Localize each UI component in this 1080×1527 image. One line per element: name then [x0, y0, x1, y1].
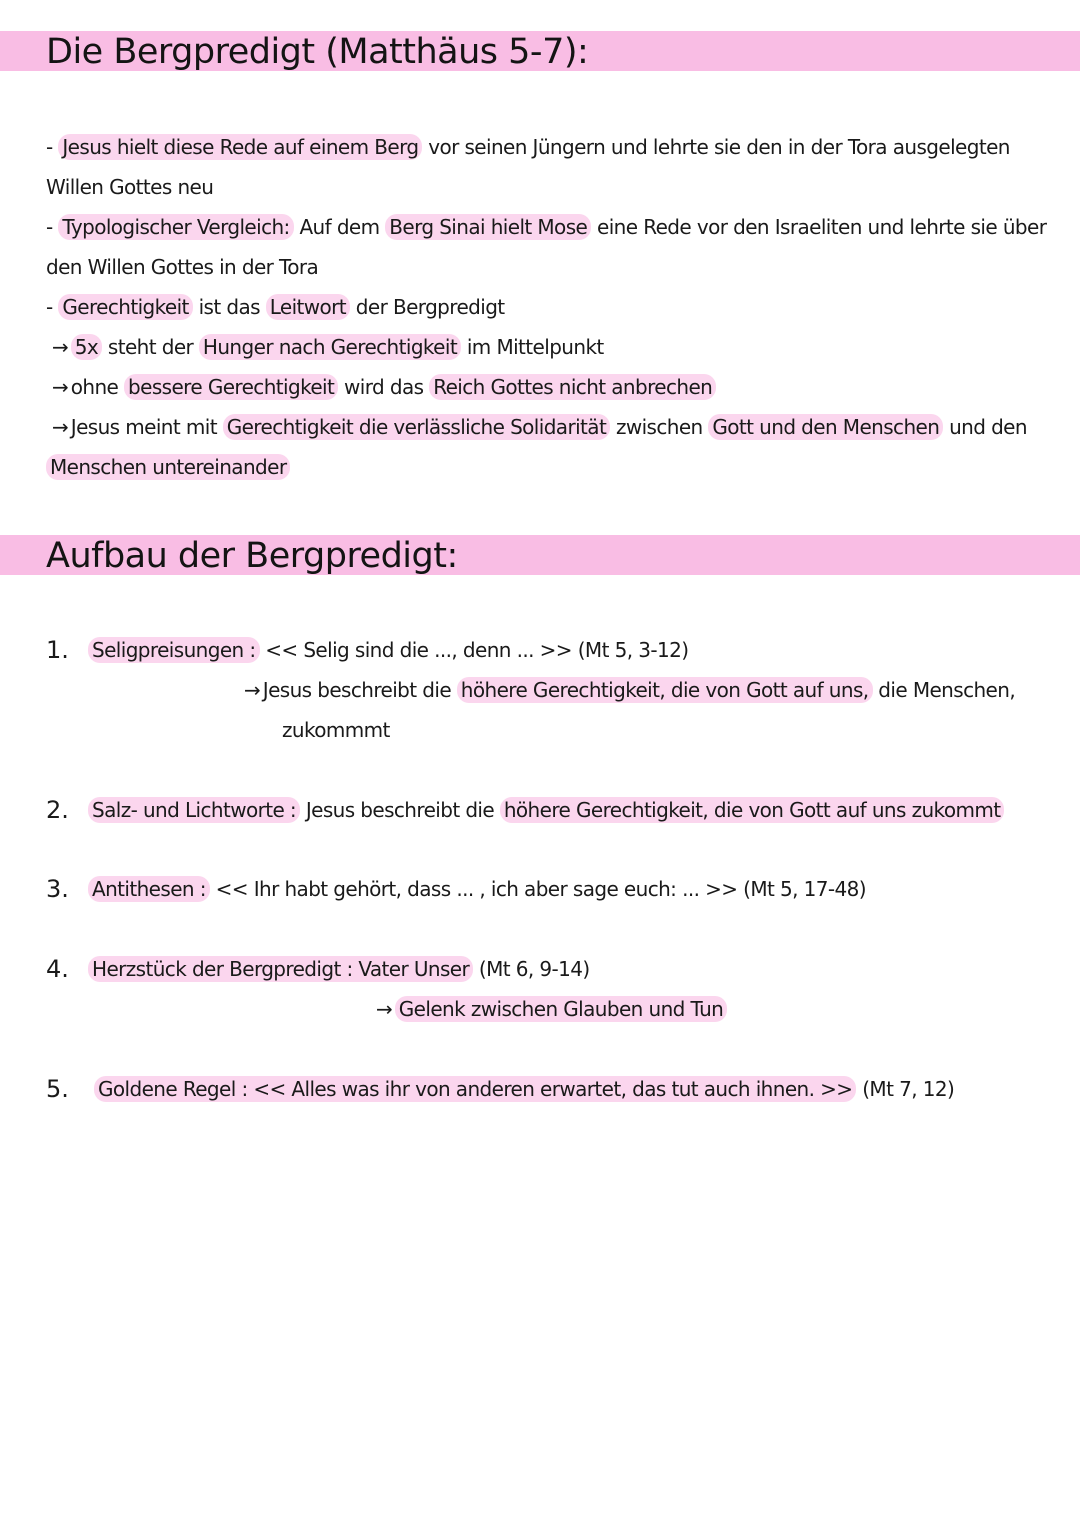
- highlight: höhere Gerechtigkeit, die von Gott auf uns zukommt: [500, 797, 1005, 823]
- highlight: Salz- und Lichtworte :: [88, 797, 300, 823]
- page-title: Die Bergpredigt (Matthäus 5-7):: [46, 32, 589, 72]
- arrow-right-icon: →: [52, 335, 69, 359]
- highlight: Gelenk zwischen Glauben und Tun: [395, 996, 727, 1022]
- arrow-right-icon: →: [52, 375, 69, 399]
- list-item-goldene-regel: Goldene Regel : << Alles was ihr von anderen erwartet, das tut auch ihnen. >> (Mt 7, 12): [94, 1075, 954, 1103]
- point-2-cont: den Willen Gottes in der Tora: [46, 255, 319, 279]
- highlight: höhere Gerechtigkeit, die von Gott auf uns,: [457, 677, 873, 703]
- point-2: - Typologischer Vergleich: Auf dem Berg Sinai hielt Mose eine Rede vor den Israeliten und lehrte sie über: [46, 215, 1047, 239]
- list-item-1-sub-cont: zukommmt: [282, 718, 390, 742]
- arrow-right-icon: →: [376, 997, 393, 1021]
- highlight: Reich Gottes nicht anbrechen: [429, 374, 716, 400]
- list-item-seligpreisungen: Seligpreisungen : << Selig sind die ..., denn ... >> (Mt 5, 3-12): [88, 636, 688, 664]
- highlight: Jesus hielt diese Rede auf einem Berg: [58, 134, 422, 160]
- point-1: - Jesus hielt diese Rede auf einem Berg vor seinen Jüngern und lehrte sie den in der Tora ausgelegten: [46, 135, 1010, 159]
- arrow-right-icon: →: [244, 678, 261, 702]
- list-number: 1.: [46, 636, 69, 664]
- highlight: Gerechtigkeit: [58, 294, 192, 320]
- arrow-right-icon: →: [52, 415, 69, 439]
- list-item-antithesen: Antithesen : << Ihr habt gehört, dass ... , ich aber sage euch: ... >> (Mt 5, 17-48): [88, 875, 866, 903]
- list-number: 5.: [46, 1075, 69, 1103]
- highlight: Berg Sinai hielt Mose: [385, 214, 591, 240]
- arrow-point-3-cont: [46, 453, 290, 481]
- list-number: 4.: [46, 955, 69, 983]
- arrow-point-3: → Jesus meint mit Gerechtigkeit die verlässliche Solidarität zwischen Gott und den Menschen und den: [52, 415, 1027, 439]
- highlight: Menschen untereinander: [46, 454, 290, 480]
- highlight: 5x: [71, 334, 102, 360]
- highlight: Goldene Regel : << Alles was ihr von anderen erwartet, das tut auch ihnen. >>: [94, 1076, 856, 1102]
- highlight: Leitwort: [266, 294, 350, 320]
- highlight: Gerechtigkeit die verlässliche Solidarität: [223, 414, 610, 440]
- highlight: Seligpreisungen :: [88, 637, 260, 663]
- point-1-cont: Willen Gottes neu: [46, 175, 214, 199]
- highlight: Herzstück der Bergpredigt : Vater Unser: [88, 956, 473, 982]
- list-number: 2.: [46, 796, 69, 824]
- section-title: Aufbau der Bergpredigt:: [46, 536, 458, 576]
- highlight: bessere Gerechtigkeit: [124, 374, 338, 400]
- highlight: Gott und den Menschen: [708, 414, 943, 440]
- highlight: Typologischer Vergleich:: [58, 214, 293, 240]
- point-3: - Gerechtigkeit ist das Leitwort der Bergpredigt: [46, 295, 505, 319]
- list-item-herzstueck: Herzstück der Bergpredigt : Vater Unser (Mt 6, 9-14): [88, 955, 590, 983]
- list-item-salz-und-lichtworte: Salz- und Lichtworte : Jesus beschreibt die höhere Gerechtigkeit, die von Gott auf uns zukommt: [88, 796, 1004, 824]
- arrow-point-2: → ohne bessere Gerechtigkeit wird das Reich Gottes nicht anbrechen: [52, 373, 716, 401]
- list-item-1-sub: → Jesus beschreibt die höhere Gerechtigkeit, die von Gott auf uns, die Menschen,: [244, 678, 1016, 702]
- arrow-point-1: → 5x steht der Hunger nach Gerechtigkeit im Mittelpunkt: [52, 335, 604, 359]
- highlight: Hunger nach Gerechtigkeit: [199, 334, 461, 360]
- highlight: Antithesen :: [88, 876, 210, 902]
- list-number: 3.: [46, 875, 69, 903]
- list-item-4-sub: [376, 995, 727, 1023]
